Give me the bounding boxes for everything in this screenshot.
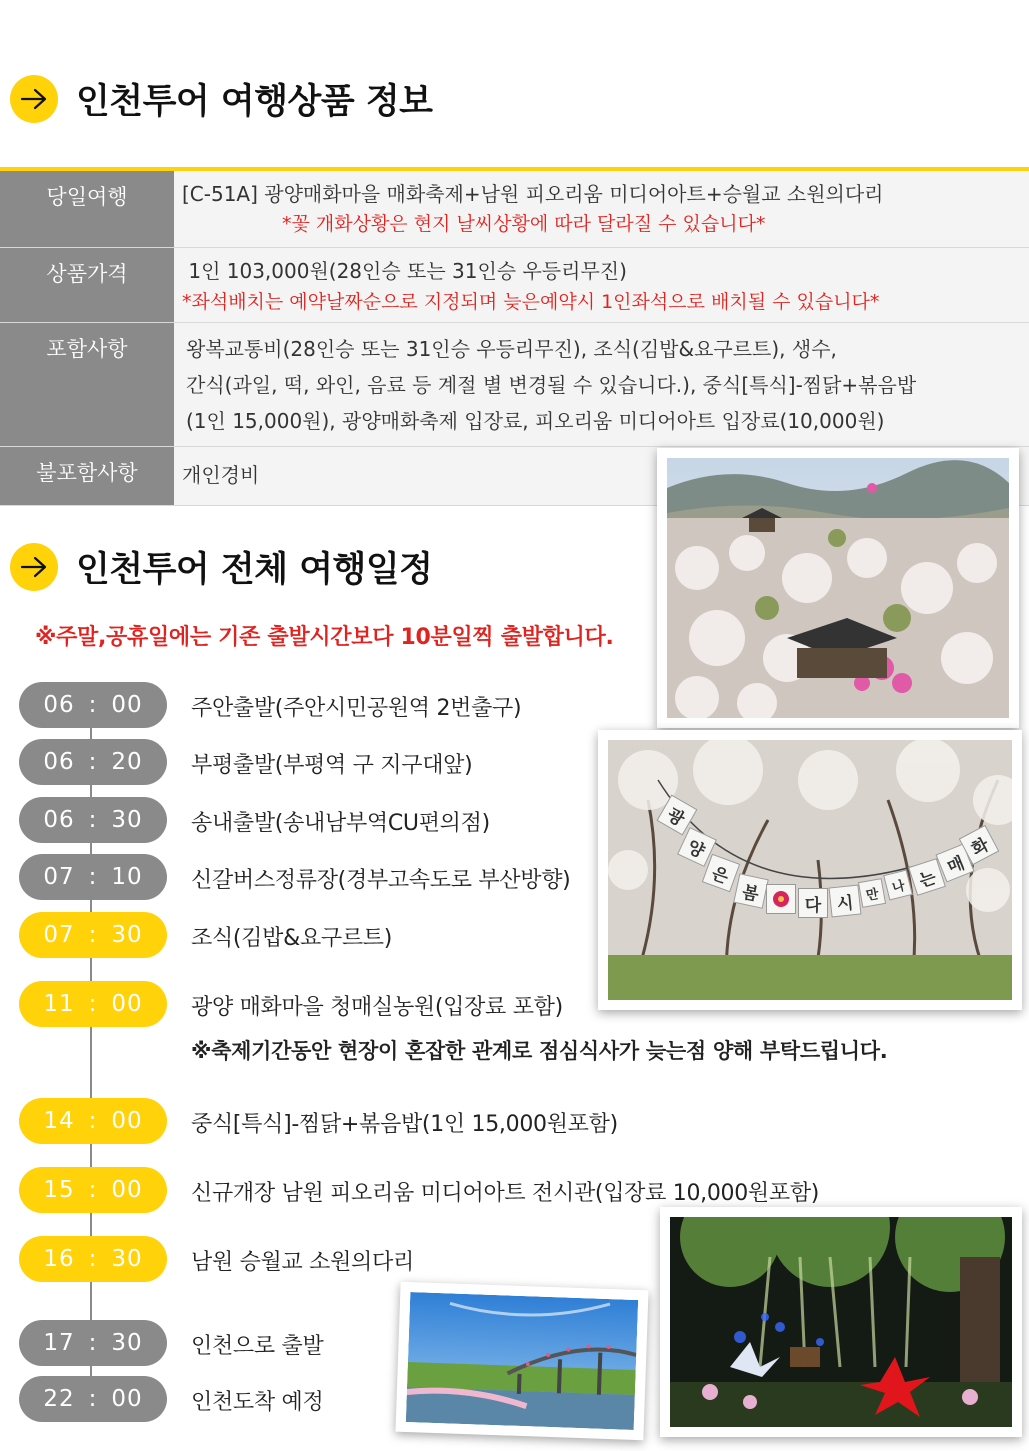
info-line: [C-51A] 광양매화마을 매화축제+남원 피오리움 미디어아트+승월교 소원의다리 bbox=[182, 182, 884, 206]
info-line: (1인 15,000원), 광양매화축제 입장료, 피오리움 미디어아트 입장료(10,000원) bbox=[186, 409, 885, 433]
time-pill: 06 : 20 bbox=[19, 739, 167, 785]
schedule-item: 신갈버스정류장(경부고속도로 부산방향) bbox=[191, 868, 571, 893]
photo-media-art bbox=[660, 1207, 1022, 1437]
banner-letter: 은 bbox=[702, 854, 740, 892]
schedule-item: 신규개장 남원 피오리움 미디어아트 전시관(입장료 10,000원포함) bbox=[191, 1181, 820, 1206]
flower-icon bbox=[766, 884, 796, 914]
info-row-trip bbox=[0, 171, 1029, 248]
schedule-item: 조식(김밥&요구르트) bbox=[191, 926, 393, 951]
info-line: 개인경비 bbox=[182, 463, 260, 487]
info-value bbox=[174, 323, 1029, 446]
banner-flags bbox=[608, 740, 1012, 1000]
banner-letter: 시 bbox=[829, 885, 862, 918]
time-pill: 06 : 30 bbox=[19, 797, 167, 843]
info-note: *좌석배치는 예약날짜순으로 지정되며 늦은예약시 1인좌석으로 배치될 수 있습니다* bbox=[182, 291, 880, 313]
schedule-item: 광양 매화마을 청매실농원(입장료 포함) bbox=[191, 995, 563, 1020]
schedule-item: 주안출발(주안시민공원역 2번출구) bbox=[191, 696, 522, 721]
photo-seungwol-bridge bbox=[395, 1282, 648, 1441]
weekend-notice: ※주말,공휴일에는 기존 출발시간보다 10분일찍 출발합니다. bbox=[35, 625, 614, 650]
plum-banner-image bbox=[608, 740, 1012, 1000]
info-line: 1인 103,000원(28인승 또는 31인승 우등리무진) bbox=[182, 259, 627, 283]
info-label: 포함사항 bbox=[0, 323, 174, 446]
info-label: 상품가격 bbox=[0, 248, 174, 322]
info-note: *꽃 개화상황은 현지 날씨상황에 따라 달라질 수 있습니다* bbox=[282, 213, 766, 235]
schedule-item: 인천으로 출발 bbox=[191, 1334, 324, 1359]
photo-plum-banner bbox=[598, 730, 1022, 1010]
time-pill: 07 : 10 bbox=[19, 854, 167, 900]
time-pill: 16 : 30 bbox=[19, 1236, 167, 1282]
arrow-right-icon bbox=[10, 543, 58, 591]
banner-letter: 광 bbox=[657, 795, 698, 836]
info-value bbox=[174, 248, 1029, 322]
schedule-item: 중식[특식]-찜닭+볶음밥(1인 15,000원포함) bbox=[191, 1112, 618, 1137]
info-line: 왕복교통비(28인승 또는 31인승 우등리무진), 조식(김밥&요구르트), 생수, bbox=[186, 337, 837, 361]
time-pill: 11 : 00 bbox=[19, 981, 167, 1027]
schedule-item: 남원 승월교 소원의다리 bbox=[191, 1250, 414, 1275]
bridge-image bbox=[406, 1292, 638, 1430]
photo-plum-village bbox=[657, 448, 1019, 728]
schedule-item: 부평출발(부평역 구 지구대앞) bbox=[191, 753, 473, 778]
time-pill: 22 : 00 bbox=[19, 1376, 167, 1422]
banner-letter: 다 bbox=[798, 888, 828, 918]
lunch-delay-note: ※축제기간동안 현장이 혼잡한 관계로 점심식사가 늦는점 양해 부탁드립니다. bbox=[191, 1039, 888, 1063]
arrow-right-icon bbox=[10, 75, 58, 123]
section-header-schedule bbox=[10, 542, 432, 592]
schedule-item: 인천도착 예정 bbox=[191, 1390, 324, 1415]
section-title: 인천투어 전체 여행일정 bbox=[76, 550, 433, 590]
plum-village-image bbox=[667, 458, 1009, 718]
info-label: 당일여행 bbox=[0, 171, 174, 247]
time-pill: 07 : 30 bbox=[19, 912, 167, 958]
info-line: 간식(과일, 떡, 와인, 음료 등 계절 별 변경될 수 있습니다.), 중식[특식]-찜닭+볶음밥 bbox=[186, 373, 917, 397]
banner-letter: 화 bbox=[959, 825, 1000, 866]
schedule-item: 송내출발(송내남부역CU편의점) bbox=[191, 811, 490, 836]
time-pill: 06 : 00 bbox=[19, 682, 167, 728]
time-pill: 17 : 30 bbox=[19, 1320, 167, 1366]
info-label: 불포함사항 bbox=[0, 447, 174, 505]
time-pill: 15 : 00 bbox=[19, 1167, 167, 1213]
banner-letter: 만 bbox=[858, 878, 886, 908]
section-header-product bbox=[10, 74, 432, 124]
time-pill: 14 : 00 bbox=[19, 1098, 167, 1144]
section-title: 인천투어 여행상품 정보 bbox=[76, 82, 433, 122]
banner-letter: 매 bbox=[935, 843, 974, 882]
info-value bbox=[174, 171, 1029, 247]
info-row-price bbox=[0, 248, 1029, 323]
banner-letter: 나 bbox=[883, 869, 913, 900]
banner-letter: 봄 bbox=[733, 873, 769, 909]
banner-letter: 양 bbox=[677, 827, 717, 867]
banner-letter: 는 bbox=[908, 858, 946, 896]
media-art-image bbox=[670, 1217, 1012, 1427]
info-row-included bbox=[0, 323, 1029, 447]
